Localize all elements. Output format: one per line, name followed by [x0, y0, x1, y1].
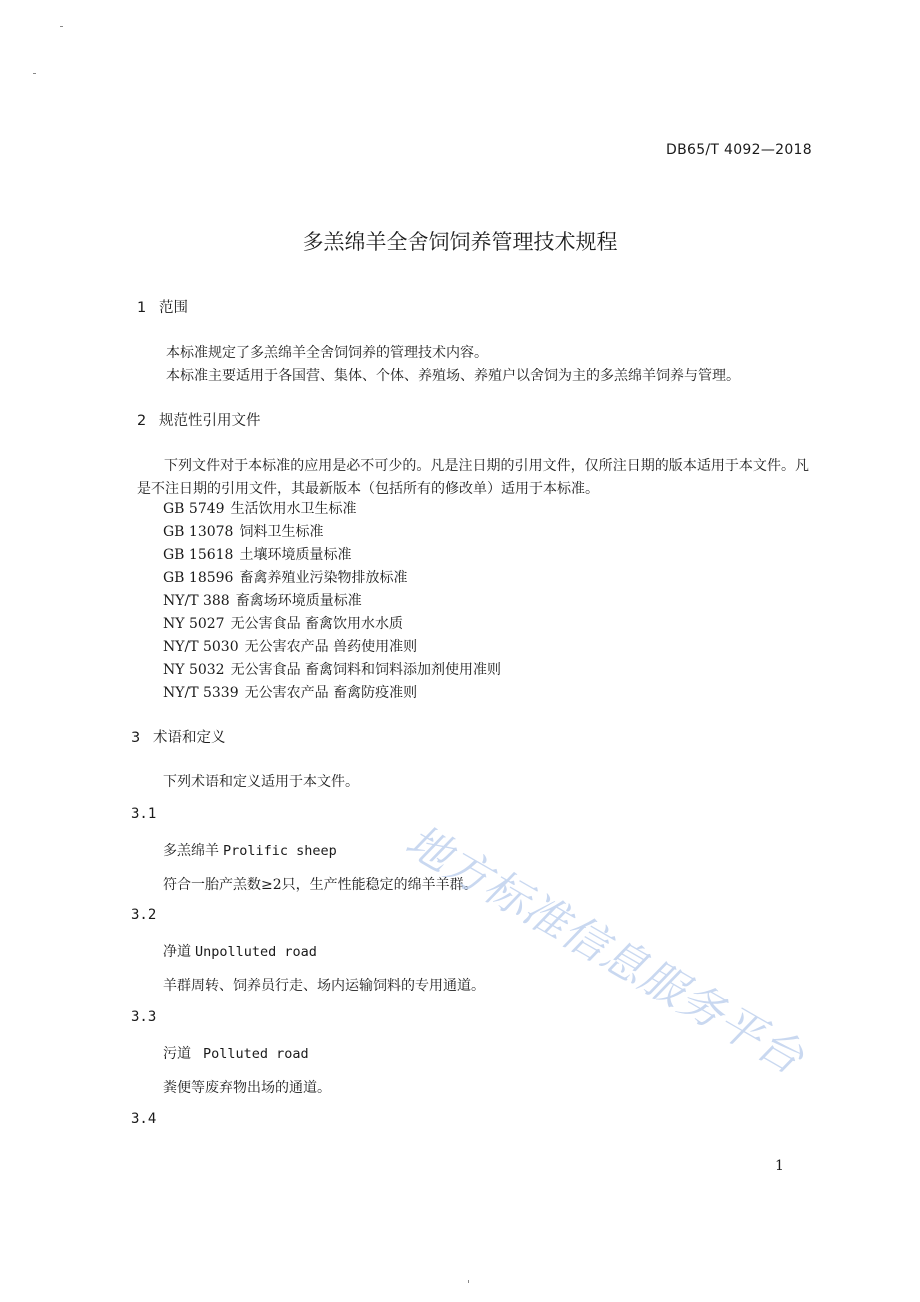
section-title: 术语和定义: [153, 730, 226, 746]
term-en: Unpolluted road: [195, 944, 317, 960]
term-heading: [163, 941, 317, 961]
reference-name: 畜禽养殖业污染物排放标准: [239, 570, 408, 586]
term-number: 3.4: [131, 1111, 157, 1127]
term-zh: 多羔绵羊: [163, 843, 219, 859]
reference-code: GB 5749: [163, 501, 225, 517]
section-title: 规范性引用文件: [159, 413, 261, 429]
reference-name: 无公害食品 畜禽饲料和饲料添加剂使用准则: [230, 662, 502, 678]
paragraph: 下列文件对于本标准的应用是必不可少的。凡是注日期的引用文件，仅所注日期的版本适用于本文件。凡是不注日期的引用文件，其最新版本（包括所有的修改单）适用于本标准。: [137, 458, 809, 497]
scan-speck: [468, 1280, 469, 1283]
reference-code: GB 15618: [163, 547, 234, 563]
reference-name: 生活饮用水卫生标准: [230, 501, 357, 517]
reference-name: 土壤环境质量标准: [239, 547, 352, 563]
term-zh: 污道: [163, 1046, 191, 1062]
standard-code: DB65/T 4092—2018: [666, 142, 812, 158]
reference-code: GB 13078: [163, 524, 234, 540]
section-number: 2: [137, 413, 147, 429]
section-1-heading: [137, 296, 188, 317]
section-3-heading: [131, 726, 226, 747]
reference-code: GB 18596: [163, 570, 234, 586]
reference-item: [163, 682, 501, 705]
term-en: Prolific sheep: [223, 843, 337, 859]
term-number: 3.1: [131, 806, 157, 822]
reference-name: 无公害农产品 兽药使用准则: [244, 639, 418, 655]
term-heading: [163, 840, 337, 860]
scan-speck: [60, 26, 63, 27]
watermark: 地方标准信息服务平台: [397, 815, 813, 1085]
term-en: Polluted road: [203, 1046, 309, 1062]
reference-item: [163, 590, 501, 613]
section-number: 1: [137, 300, 147, 316]
term-definition: 符合一胎产羔数≥2只，生产性能稳定的绵羊羊群。: [163, 877, 478, 893]
reference-code: NY/T 5030: [163, 639, 239, 655]
reference-code: NY/T 388: [163, 593, 230, 609]
reference-item: [163, 544, 501, 567]
paragraph: 本标准主要适用于各国营、集体、个体、养殖场、养殖户以舍饲为主的多羔绵羊饲养与管理。: [166, 368, 740, 384]
section-title: 范围: [159, 300, 188, 316]
reference-item: [163, 567, 501, 590]
term-number: 3.3: [131, 1009, 157, 1025]
term-number: 3.2: [131, 907, 157, 923]
document-title: 多羔绵羊全舍饲饲养管理技术规程: [302, 230, 618, 254]
reference-name: 无公害食品 畜禽饮用水水质: [230, 616, 404, 632]
reference-list: [163, 498, 501, 705]
reference-item: [163, 521, 501, 544]
reference-code: NY/T 5339: [163, 685, 239, 701]
reference-code: NY 5027: [163, 616, 225, 632]
reference-name: 无公害农产品 畜禽防疫准则: [244, 685, 418, 701]
reference-code: NY 5032: [163, 662, 225, 678]
term-definition: 粪便等废弃物出场的通道。: [163, 1080, 331, 1096]
reference-item: [163, 498, 501, 521]
page-number: 1: [775, 1158, 784, 1174]
reference-item: [163, 659, 501, 682]
section-number: 3: [131, 730, 141, 746]
reference-item: [163, 636, 501, 659]
reference-name: 畜禽场环境质量标准: [235, 593, 362, 609]
scan-speck: [33, 73, 36, 74]
reference-item: [163, 613, 501, 636]
section-2-heading: [137, 409, 261, 430]
paragraph: 本标准规定了多羔绵羊全舍饲饲养的管理技术内容。: [166, 345, 488, 361]
paragraph: 下列术语和定义适用于本文件。: [163, 774, 359, 790]
term-heading: [163, 1043, 309, 1063]
term-zh: 净道: [163, 944, 191, 960]
reference-name: 饲料卫生标准: [239, 524, 324, 540]
term-definition: 羊群周转、饲养员行走、场内运输饲料的专用通道。: [163, 978, 485, 994]
